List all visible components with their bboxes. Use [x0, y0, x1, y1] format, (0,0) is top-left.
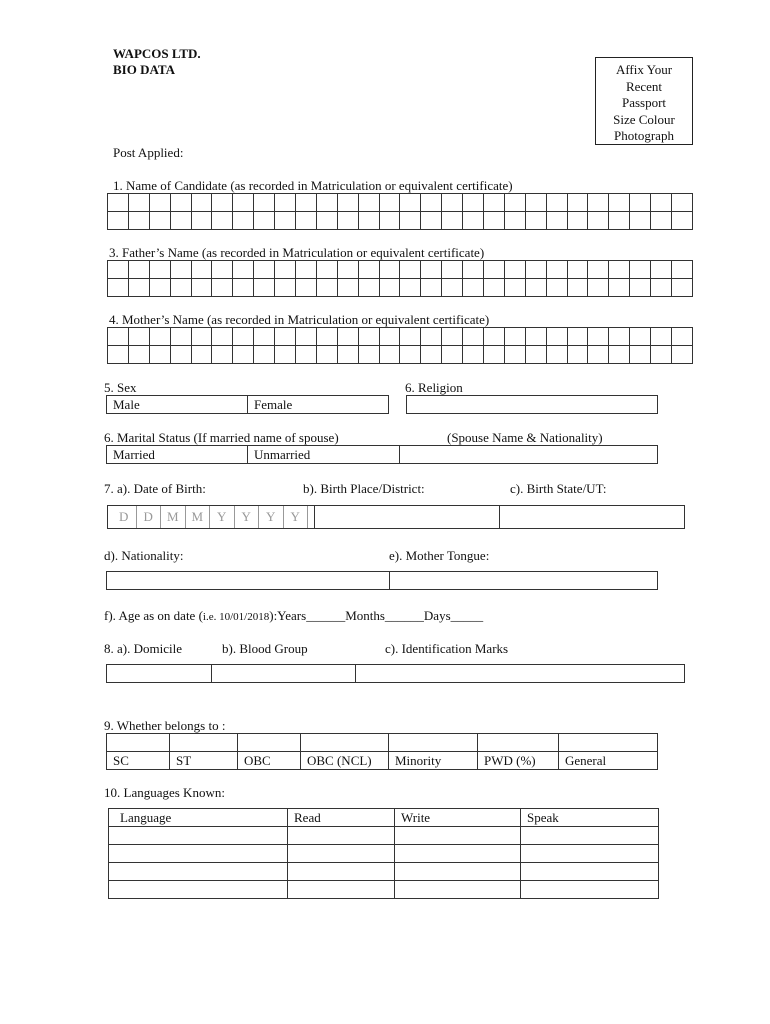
age-label-date: i.e. 10/01/2018	[202, 611, 270, 623]
char-box[interactable]	[421, 194, 442, 212]
char-box[interactable]	[609, 346, 630, 364]
char-box[interactable]	[504, 346, 525, 364]
read-cell[interactable]	[288, 881, 395, 899]
q6-marital-label: 6. Marital Status (If married name of spouse)	[104, 430, 339, 445]
speak-cell[interactable]	[521, 863, 659, 881]
char-box[interactable]	[672, 261, 693, 279]
char-box[interactable]	[212, 279, 233, 297]
speak-cell[interactable]	[521, 827, 659, 845]
char-box[interactable]	[442, 346, 463, 364]
char-box[interactable]	[233, 328, 254, 346]
char-box[interactable]	[128, 261, 149, 279]
q6-religion-label: 6. Religion	[405, 380, 463, 395]
category-input[interactable]	[170, 734, 238, 752]
birth-details-row	[107, 505, 685, 529]
char-box[interactable]	[567, 279, 588, 297]
char-box[interactable]	[400, 346, 421, 364]
q3-label: 3. Father’s Name (as recorded in Matriculation or equivalent certificate)	[109, 245, 485, 260]
char-box[interactable]	[191, 279, 212, 297]
dob-cell[interactable]: Y	[259, 506, 284, 528]
char-box[interactable]	[651, 328, 672, 346]
char-box[interactable]	[358, 328, 379, 346]
char-box[interactable]	[651, 194, 672, 212]
photo-box-line: Photograph	[614, 128, 674, 143]
char-box[interactable]	[463, 261, 484, 279]
char-box[interactable]	[504, 194, 525, 212]
char-box[interactable]	[170, 194, 191, 212]
spouse-input[interactable]	[400, 446, 658, 464]
char-box[interactable]	[149, 328, 170, 346]
char-box[interactable]	[296, 261, 317, 279]
char-box[interactable]	[337, 194, 358, 212]
write-cell[interactable]	[395, 863, 521, 881]
char-box[interactable]	[254, 194, 275, 212]
char-box[interactable]	[630, 194, 651, 212]
char-box[interactable]	[588, 328, 609, 346]
dob-cell[interactable]: M	[161, 506, 186, 528]
sex-female-option[interactable]: Female	[248, 396, 389, 414]
char-box[interactable]	[128, 212, 149, 230]
identification-input[interactable]	[356, 665, 685, 683]
mother-tongue-label: e). Mother Tongue:	[389, 548, 490, 563]
char-box[interactable]	[379, 346, 400, 364]
char-box[interactable]	[337, 279, 358, 297]
char-box[interactable]	[588, 279, 609, 297]
birth-place-label: b). Birth Place/District:	[303, 481, 425, 496]
char-box[interactable]	[421, 346, 442, 364]
char-box[interactable]	[337, 212, 358, 230]
char-box[interactable]	[442, 279, 463, 297]
char-box[interactable]	[484, 346, 505, 364]
write-header: Write	[395, 809, 521, 827]
char-box[interactable]	[525, 328, 546, 346]
birth-place-divider	[499, 506, 500, 528]
char-box[interactable]	[651, 212, 672, 230]
char-box[interactable]	[128, 328, 149, 346]
char-box[interactable]	[484, 261, 505, 279]
read-header: Read	[288, 809, 395, 827]
languages-table	[108, 808, 659, 899]
char-box[interactable]	[191, 194, 212, 212]
char-box[interactable]	[191, 346, 212, 364]
char-box[interactable]	[546, 279, 567, 297]
category-st[interactable]: ST	[170, 752, 238, 770]
char-box[interactable]	[128, 346, 149, 364]
char-box[interactable]	[588, 346, 609, 364]
nationality-input[interactable]	[107, 572, 390, 590]
blood-group-input[interactable]	[212, 665, 356, 683]
char-box[interactable]	[108, 212, 129, 230]
char-box[interactable]	[484, 212, 505, 230]
company-name: WAPCOS LTD.	[113, 46, 201, 61]
char-box[interactable]	[296, 279, 317, 297]
char-box[interactable]	[149, 261, 170, 279]
char-box[interactable]	[672, 346, 693, 364]
post-applied-label: Post Applied:	[113, 145, 184, 160]
char-box[interactable]	[128, 279, 149, 297]
char-box[interactable]	[400, 328, 421, 346]
char-box[interactable]	[275, 261, 296, 279]
char-box[interactable]	[421, 279, 442, 297]
char-box[interactable]	[296, 194, 317, 212]
char-box[interactable]	[149, 279, 170, 297]
char-box[interactable]	[672, 212, 693, 230]
char-box[interactable]	[379, 279, 400, 297]
char-box[interactable]	[484, 194, 505, 212]
photo-box[interactable]	[595, 57, 693, 145]
char-box[interactable]	[149, 194, 170, 212]
char-box[interactable]	[546, 328, 567, 346]
char-box[interactable]	[108, 261, 129, 279]
candidate-name-grid[interactable]	[107, 193, 693, 230]
blood-group-label: b). Blood Group	[222, 641, 308, 656]
dob-input[interactable]	[112, 506, 308, 528]
char-box[interactable]	[567, 346, 588, 364]
char-box[interactable]	[254, 261, 275, 279]
photo-box-line: Passport	[621, 95, 667, 110]
char-box[interactable]	[108, 328, 129, 346]
mother-tongue-input[interactable]	[390, 572, 658, 590]
language-cell[interactable]	[109, 863, 288, 881]
char-box[interactable]	[316, 328, 337, 346]
char-box[interactable]	[400, 279, 421, 297]
char-box[interactable]	[296, 212, 317, 230]
char-box[interactable]	[337, 328, 358, 346]
char-box[interactable]	[672, 328, 693, 346]
married-option[interactable]: Married	[107, 446, 248, 464]
char-box[interactable]	[504, 261, 525, 279]
age-label-prefix: f). Age as on date (	[104, 608, 203, 623]
char-box[interactable]	[651, 346, 672, 364]
char-box[interactable]	[484, 279, 505, 297]
document-title: BIO DATA	[113, 62, 175, 77]
identification-label: c). Identification Marks	[385, 641, 509, 656]
char-box[interactable]	[254, 279, 275, 297]
char-box[interactable]	[275, 212, 296, 230]
category-obc[interactable]: OBC	[238, 752, 301, 770]
char-box[interactable]	[316, 194, 337, 212]
char-box[interactable]	[630, 328, 651, 346]
char-box[interactable]	[379, 212, 400, 230]
domicile-table	[106, 664, 685, 683]
char-box[interactable]	[672, 194, 693, 212]
language-cell[interactable]	[109, 845, 288, 863]
char-box[interactable]	[588, 194, 609, 212]
char-box[interactable]	[546, 261, 567, 279]
char-box[interactable]	[358, 261, 379, 279]
char-box[interactable]	[588, 261, 609, 279]
domicile-input[interactable]	[107, 665, 212, 683]
char-box[interactable]	[275, 328, 296, 346]
char-box[interactable]	[316, 279, 337, 297]
char-box[interactable]	[567, 261, 588, 279]
char-box[interactable]	[358, 194, 379, 212]
birth-state-label: c). Birth State/UT:	[510, 481, 607, 496]
char-box[interactable]	[212, 328, 233, 346]
read-cell[interactable]	[288, 845, 395, 863]
religion-input[interactable]	[407, 396, 658, 414]
char-box[interactable]	[525, 212, 546, 230]
char-box[interactable]	[296, 346, 317, 364]
char-box[interactable]	[504, 328, 525, 346]
speak-cell[interactable]	[521, 881, 659, 899]
category-table	[106, 733, 658, 770]
char-box[interactable]	[463, 328, 484, 346]
char-box[interactable]	[525, 279, 546, 297]
q10-label: 10. Languages Known:	[104, 785, 225, 800]
marital-table	[106, 445, 658, 464]
char-box[interactable]	[546, 212, 567, 230]
domicile-label: 8. a). Domicile	[104, 641, 182, 656]
char-box[interactable]	[191, 328, 212, 346]
char-box[interactable]	[588, 212, 609, 230]
char-box[interactable]	[651, 261, 672, 279]
category-pwd[interactable]: PWD (%)	[478, 752, 559, 770]
char-box[interactable]	[421, 261, 442, 279]
category-input[interactable]	[301, 734, 389, 752]
char-box[interactable]	[296, 328, 317, 346]
dob-cell[interactable]: Y	[235, 506, 260, 528]
category-input[interactable]	[478, 734, 559, 752]
char-box[interactable]	[567, 212, 588, 230]
dob-cell[interactable]: Y	[284, 506, 309, 528]
char-box[interactable]	[379, 261, 400, 279]
unmarried-option[interactable]: Unmarried	[248, 446, 400, 464]
dob-spacer	[308, 506, 315, 528]
char-box[interactable]	[400, 261, 421, 279]
char-box[interactable]	[191, 261, 212, 279]
char-box[interactable]	[609, 328, 630, 346]
sex-table	[106, 395, 389, 414]
char-box[interactable]	[149, 346, 170, 364]
char-box[interactable]	[609, 279, 630, 297]
char-box[interactable]	[128, 194, 149, 212]
age-label	[104, 608, 483, 624]
char-box[interactable]	[254, 328, 275, 346]
photo-box-line: Affix Your	[615, 62, 673, 77]
char-box[interactable]	[170, 346, 191, 364]
char-box[interactable]	[170, 279, 191, 297]
char-box[interactable]	[316, 346, 337, 364]
q4-label: 4. Mother’s Name (as recorded in Matriculation or equivalent certificate)	[109, 312, 490, 327]
char-box[interactable]	[546, 194, 567, 212]
char-box[interactable]	[630, 279, 651, 297]
char-box[interactable]	[108, 346, 129, 364]
char-box[interactable]	[233, 212, 254, 230]
char-box[interactable]	[358, 212, 379, 230]
category-input[interactable]	[107, 734, 170, 752]
char-box[interactable]	[609, 261, 630, 279]
char-box[interactable]	[212, 261, 233, 279]
char-box[interactable]	[275, 346, 296, 364]
char-box[interactable]	[525, 346, 546, 364]
char-box[interactable]	[233, 346, 254, 364]
char-box[interactable]	[108, 279, 129, 297]
char-box[interactable]	[149, 212, 170, 230]
char-box[interactable]	[400, 212, 421, 230]
char-box[interactable]	[212, 212, 233, 230]
age-label-suffix: ):Years______Months______Days_____	[269, 608, 484, 623]
char-box[interactable]	[504, 212, 525, 230]
char-box[interactable]	[609, 212, 630, 230]
char-box[interactable]	[442, 328, 463, 346]
char-box[interactable]	[442, 212, 463, 230]
char-box[interactable]	[275, 194, 296, 212]
char-box[interactable]	[630, 212, 651, 230]
char-box[interactable]	[316, 212, 337, 230]
char-box[interactable]	[212, 346, 233, 364]
q5-label: 5. Sex	[104, 380, 137, 395]
category-obc-ncl[interactable]: OBC (NCL)	[301, 752, 389, 770]
q9-label: 9. Whether belongs to :	[104, 718, 226, 733]
speak-cell[interactable]	[521, 845, 659, 863]
dob-cell[interactable]: Y	[210, 506, 235, 528]
char-box[interactable]	[651, 279, 672, 297]
char-box[interactable]	[630, 261, 651, 279]
char-box[interactable]	[233, 261, 254, 279]
char-box[interactable]	[463, 279, 484, 297]
write-cell[interactable]	[395, 827, 521, 845]
char-box[interactable]	[170, 328, 191, 346]
char-box[interactable]	[233, 279, 254, 297]
char-box[interactable]	[463, 212, 484, 230]
char-box[interactable]	[546, 346, 567, 364]
char-box[interactable]	[525, 194, 546, 212]
char-box[interactable]	[442, 194, 463, 212]
language-cell[interactable]	[109, 827, 288, 845]
char-box[interactable]	[254, 346, 275, 364]
category-input[interactable]	[559, 734, 658, 752]
nationality-label: d). Nationality:	[104, 548, 184, 563]
char-box[interactable]	[484, 328, 505, 346]
char-box[interactable]	[567, 194, 588, 212]
char-box[interactable]	[170, 261, 191, 279]
dob-cell[interactable]: D	[137, 506, 162, 528]
language-header: Language	[109, 809, 288, 827]
char-box[interactable]	[442, 261, 463, 279]
category-input[interactable]	[238, 734, 301, 752]
char-box[interactable]	[337, 346, 358, 364]
char-box[interactable]	[630, 346, 651, 364]
char-box[interactable]	[504, 279, 525, 297]
dob-label: 7. a). Date of Birth:	[104, 481, 206, 496]
read-cell[interactable]	[288, 827, 395, 845]
speak-header: Speak	[521, 809, 659, 827]
char-box[interactable]	[421, 212, 442, 230]
read-cell[interactable]	[288, 863, 395, 881]
category-minority[interactable]: Minority	[389, 752, 478, 770]
char-box[interactable]	[170, 212, 191, 230]
write-cell[interactable]	[395, 881, 521, 899]
language-cell[interactable]	[109, 881, 288, 899]
father-name-grid[interactable]	[107, 260, 693, 297]
nationality-table	[106, 571, 658, 590]
char-box[interactable]	[379, 328, 400, 346]
char-box[interactable]	[254, 212, 275, 230]
char-box[interactable]	[191, 212, 212, 230]
sex-male-option[interactable]: Male	[107, 396, 248, 414]
category-input[interactable]	[389, 734, 478, 752]
photo-box-line: Size Colour	[613, 111, 675, 127]
mother-name-grid[interactable]	[107, 327, 693, 364]
spouse-label: (Spouse Name & Nationality)	[447, 430, 603, 445]
category-sc[interactable]: SC	[107, 752, 170, 770]
religion-table	[406, 395, 658, 414]
char-box[interactable]	[379, 194, 400, 212]
write-cell[interactable]	[395, 845, 521, 863]
char-box[interactable]	[108, 194, 129, 212]
char-box[interactable]	[421, 328, 442, 346]
char-box[interactable]	[525, 261, 546, 279]
char-box[interactable]	[463, 194, 484, 212]
char-box[interactable]	[275, 279, 296, 297]
char-box[interactable]	[567, 328, 588, 346]
char-box[interactable]	[358, 346, 379, 364]
char-box[interactable]	[212, 194, 233, 212]
char-box[interactable]	[400, 194, 421, 212]
char-box[interactable]	[233, 194, 254, 212]
dob-cell[interactable]: M	[186, 506, 211, 528]
dob-cell[interactable]: D	[112, 506, 137, 528]
char-box[interactable]	[463, 346, 484, 364]
char-box[interactable]	[672, 279, 693, 297]
char-box[interactable]	[316, 261, 337, 279]
char-box[interactable]	[609, 194, 630, 212]
q1-label: 1. Name of Candidate (as recorded in Matriculation or equivalent certificate)	[113, 178, 513, 193]
char-box[interactable]	[358, 279, 379, 297]
char-box[interactable]	[337, 261, 358, 279]
category-general[interactable]: General	[559, 752, 658, 770]
photo-box-line: Recent	[625, 78, 663, 94]
